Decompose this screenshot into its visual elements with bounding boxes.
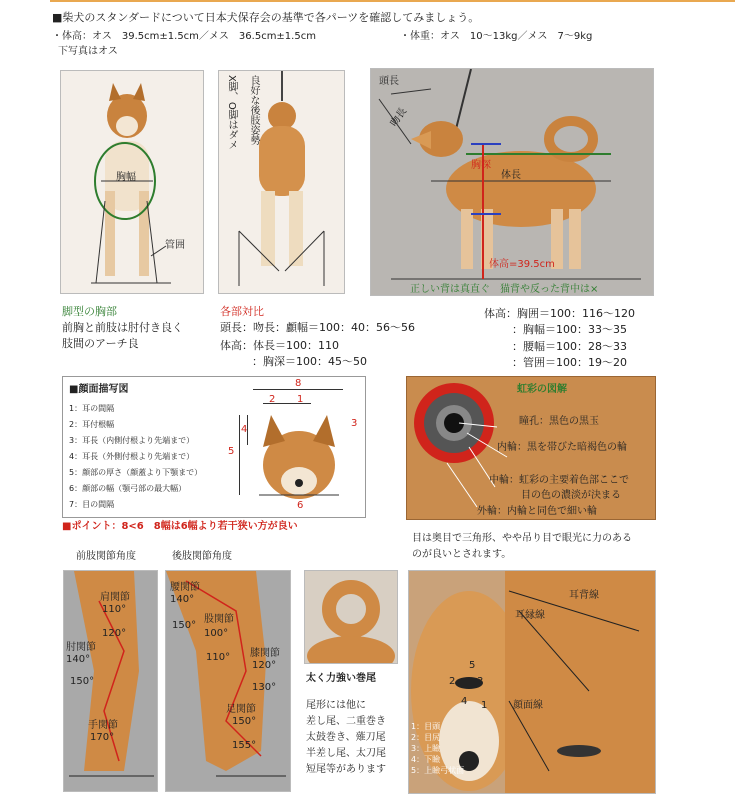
face-line-label: 顔面線 <box>513 700 543 711</box>
iris-title: 虹彩の図解 <box>517 384 567 395</box>
ear-back-label: 耳背線 <box>569 590 599 601</box>
side-ratio-4: ：管囲＝100：19～20 <box>512 356 627 369</box>
foreleg-angle-120: 120° <box>102 628 127 639</box>
hindleg-photo <box>165 570 291 792</box>
eye-note-2: のが良いとされます。 <box>412 549 512 560</box>
tail-line: 半差し尾、太刀尾 <box>306 748 386 759</box>
face-num-6: 6 <box>297 500 304 511</box>
eye-legend-item: 1：目頭 <box>411 722 441 731</box>
eye-legend-item: 2：目尻 <box>411 733 441 742</box>
hindleg-angle-150b: 150° <box>232 716 257 727</box>
face-num-3: 3 <box>351 418 358 429</box>
eye-legend <box>411 721 464 776</box>
foreleg-shoulder: 肩関節 <box>100 592 130 603</box>
rear-view-photo <box>218 70 345 294</box>
rear-caption-title: 各部対比 <box>220 305 264 318</box>
tail-photo <box>304 570 398 664</box>
side-ratio-2: ：胸幅＝100：33～35 <box>512 323 627 336</box>
eye-num-3: 3 <box>477 676 484 687</box>
eye-num-2: 2 <box>449 676 456 687</box>
face-diagram-panel <box>62 376 366 518</box>
foreleg-wrist: 手関節 <box>88 720 118 731</box>
body-length-label: 体長 <box>501 170 521 181</box>
face-item: 4：耳長（外側付根より先端まで） <box>69 452 195 461</box>
foreleg-title: 前肢関節角度 <box>76 551 136 562</box>
face-num-4: 4 <box>241 424 248 435</box>
side-ratio-1: 体高：胸囲＝100：116～120 <box>484 307 635 320</box>
skull-length-label: 頭長 <box>379 76 399 87</box>
hindleg-angle-140: 140° <box>170 594 195 605</box>
eye-legend-item: 3：上瞼 <box>411 744 441 753</box>
front-view-photo <box>60 70 204 294</box>
ear-line-label: 耳縁線 <box>515 610 545 621</box>
hindleg-angle-110: 110° <box>206 652 231 663</box>
face-item: 3：耳長（内側付根より先端まで） <box>69 436 195 445</box>
hindleg-thigh: 股関節 <box>204 614 234 625</box>
back-note: 正しい背は真直ぐ 猫背や反った背中は× <box>410 284 599 295</box>
bone-girth-label: 管囲 <box>165 240 185 251</box>
face-diagram-title: ■顔面描写図 <box>69 384 129 395</box>
foreleg-angle-150: 150° <box>70 676 95 687</box>
iris-pupil: 瞳孔：黒色の黒玉 <box>519 416 599 427</box>
face-num-5: 5 <box>228 446 235 457</box>
hindleg-ankle: 足関節 <box>226 704 256 715</box>
face-point: ■ポイント：8<6 8幅は6幅より若干狭い方が良い <box>62 521 298 532</box>
header-top-bar <box>50 0 735 8</box>
iris-inner: 内輪：黒を帯びた暗褐色の輪 <box>497 442 627 453</box>
foreleg-angle-140: 140° <box>66 654 91 665</box>
hindleg-angle-100: 100° <box>204 628 229 639</box>
front-caption-title: 脚型の胸部 <box>62 305 117 318</box>
hindleg-knee: 膝関節 <box>250 648 280 659</box>
side-ratio-3: ：腰幅＝100：28～33 <box>512 340 627 353</box>
muzzle-length-label: 吻長 <box>388 106 410 129</box>
eye-closeup-photo <box>408 570 656 794</box>
ratio-chest: ：胸深＝100：45～50 <box>252 355 367 368</box>
iris-outer: 外輪：内輪と同色で細い輪 <box>477 506 597 517</box>
foreleg-angle-170: 170° <box>90 732 115 743</box>
face-item: 5：顔部の厚さ（顔蓋より下顎まで） <box>69 468 203 477</box>
face-item: 7：目の間隔 <box>69 500 115 509</box>
tail-illustration <box>305 571 397 663</box>
photo-note: 下写真はオス <box>58 46 118 57</box>
weight-spec: ・体重：オス 10～13kg／メス 7～9kg <box>400 31 593 42</box>
height-spec: ・体高：オス 39.5cm±1.5cm／メス 36.5cm±1.5cm <box>52 31 316 42</box>
side-view-photo <box>370 68 654 296</box>
chest-width-label: 胸幅 <box>116 172 136 183</box>
chest-depth-label: 胸深 <box>471 160 491 171</box>
hindleg-hip: 腰関節 <box>170 582 200 593</box>
foreleg-photo <box>63 570 158 792</box>
face-item: 1：耳の間隔 <box>69 404 115 413</box>
face-item: 6：顔部の幅（顎弓部の最大幅） <box>69 484 187 493</box>
face-measure-illustration <box>63 377 365 517</box>
face-num-1: 1 <box>297 394 304 405</box>
hindleg-angle-150: 150° <box>172 620 197 631</box>
iris-middle-1: 中輪：虹彩の主要着色部ここで <box>489 475 629 486</box>
tail-line: 短尾等があります <box>306 764 386 775</box>
tail-title: 太く力強い巻尾 <box>306 673 376 684</box>
eye-num-5: 5 <box>469 660 476 671</box>
front-caption-line-1: 前胸と前肢は肘付き良く <box>62 321 183 334</box>
eye-note-1: 目は奥目で三角形、やや吊り目で眼光に力のある <box>412 533 632 544</box>
face-num-8: 8 <box>295 378 302 389</box>
foreleg-elbow: 肘関節 <box>66 642 96 653</box>
hindleg-angle-155: 155° <box>232 740 257 751</box>
rear-vertical-note: 良好な後肢姿勢 <box>248 75 259 145</box>
intro-text: ■柴犬のスタンダードについて日本犬保存会の基準で各パーツを確認してみましょう。 <box>52 11 480 24</box>
height-label: 体高=39.5cm <box>489 259 555 270</box>
eye-num-4: 4 <box>461 696 468 707</box>
hindleg-angle-120: 120° <box>252 660 277 671</box>
face-item: 2：耳付根幅 <box>69 420 115 429</box>
eye-legend-item: 5：上瞼弓状面 <box>411 766 465 775</box>
tail-text <box>306 698 386 778</box>
ratio-body: 体高：体長＝100：110 <box>220 339 339 352</box>
hindleg-angle-130: 130° <box>252 682 277 693</box>
rear-dog-illustration <box>219 71 344 293</box>
hindleg-title: 後肢関節角度 <box>172 551 232 562</box>
foreleg-angle-110: 110° <box>102 604 127 615</box>
face-num-2: 2 <box>269 394 276 405</box>
iris-middle-2: 目の色の濃淡が決まる <box>521 490 621 501</box>
ratio-head: 頭長：吻長：顱幅＝100：40：56～56 <box>220 321 415 334</box>
eye-legend-item: 4：下瞼 <box>411 755 441 764</box>
eye-num-1: 1 <box>481 700 488 711</box>
iris-panel <box>406 376 656 520</box>
tail-line: 差し尾、二重巻き <box>306 716 386 727</box>
tail-line: 尾形には他に <box>306 700 366 711</box>
front-caption-line-2: 肢間のアーチ良 <box>62 337 139 350</box>
tail-line: 太鼓巻き、薙刀尾 <box>306 732 386 743</box>
rear-vertical-note-2: X脚、O脚はダメ <box>226 75 237 150</box>
